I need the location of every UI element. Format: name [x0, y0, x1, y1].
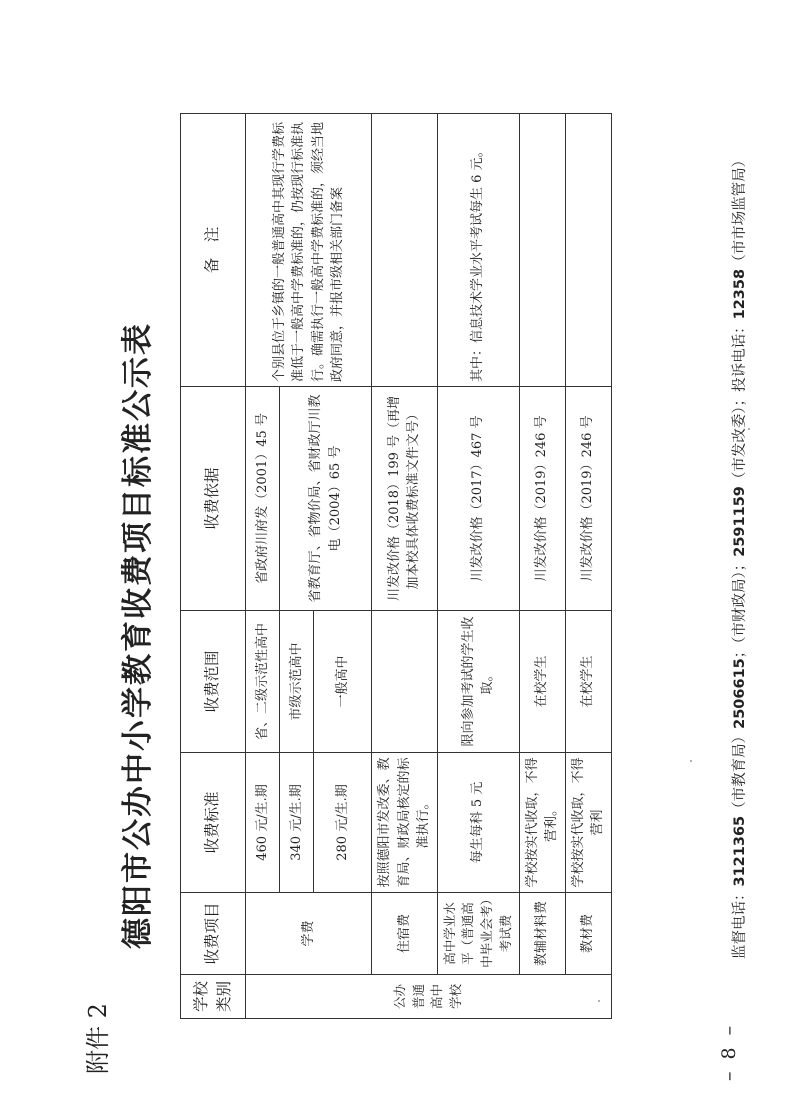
- table-row: [246, 114, 280, 1019]
- scan-speck: [690, 760, 692, 762]
- table-header-row: [181, 114, 246, 1019]
- header-scope: 收费范围: [181, 611, 246, 753]
- header-item: 收费项目: [181, 893, 246, 975]
- tuition-scope-1: 省、二级示范性高中: [246, 611, 280, 753]
- attachment-label: 附件 2: [84, 1003, 112, 1074]
- school-type-cell: 公办普通高中学校: [246, 975, 612, 1019]
- textbook-item: 教材费: [565, 893, 611, 975]
- supplementary-item: 教辅材料费: [519, 893, 565, 975]
- tuition-scope-2: 市级示范高中: [280, 611, 314, 753]
- supplementary-remark: [519, 114, 565, 387]
- scan-speck: [748, 428, 750, 430]
- supervision-phone-line: [728, 153, 749, 959]
- footer-label: 监督电话：: [732, 886, 748, 959]
- textbook-remark: [565, 114, 611, 387]
- tuition-basis-2: 省教育厅、省物价局、省财政厅川教电（2004）65 号: [280, 387, 372, 611]
- phone-complaint: 12358: [732, 268, 748, 320]
- table-row: [437, 114, 519, 1019]
- footer-dept-2: ；（市财政局）；: [732, 556, 748, 659]
- exam-item: 高中学业水平（普通高中毕业会考）考试费: [437, 893, 519, 975]
- phone-finance: 2506615: [732, 658, 748, 729]
- exam-remark: 其中：信息技术学业水平考试每生 6 元。: [437, 114, 519, 387]
- phone-education: 3121365: [732, 815, 748, 887]
- table-row: [372, 114, 438, 1019]
- phone-ndrc: 2591159: [732, 486, 748, 557]
- tuition-standard-1: 460 元/生.期: [246, 753, 280, 893]
- tuition-standard-3: 280 元/生.期: [314, 753, 372, 893]
- tuition-item-cell: 学费: [246, 893, 372, 975]
- document-title: 德阳市公办中小学教育收费项目标准公示表: [120, 322, 156, 949]
- header-basis: 收费依据: [181, 387, 246, 611]
- table-row: [519, 114, 565, 1019]
- tuition-remark: 个别县位于乡镇的一般普通高中其现行学费标准低于一般高中学费标准的，仍按现行标准执行。确需执行一般高中学费标准的，须经当地政府同意，并报市级相关部门备案: [246, 114, 372, 387]
- lodging-scope: [372, 611, 438, 753]
- textbook-scope: 在校学生: [565, 611, 611, 753]
- footer-dept-1: （市教育局）: [732, 728, 748, 816]
- footer-dept-4: （市市场监管局）: [732, 152, 748, 269]
- lodging-standard: 按照德阳市发改委、教育局、财政局核定的标准执行。: [372, 753, 438, 893]
- table-row: [565, 114, 611, 1019]
- exam-standard: 每生每科 5 元: [437, 753, 519, 893]
- header-standard: 收费标准: [181, 753, 246, 893]
- exam-basis: 川发改价格（2017）467 号: [437, 387, 519, 611]
- fee-table: [180, 113, 612, 1019]
- lodging-basis: 川发改价格（2018）199 号（再增加本校具体收费标准文件文号）: [372, 387, 438, 611]
- supplementary-basis: 川发改价格（2019）246 号: [519, 387, 565, 611]
- header-remark: 备 注: [181, 114, 246, 387]
- supplementary-scope: 在校学生: [519, 611, 565, 753]
- tuition-standard-2: 340 元/生.期: [280, 753, 314, 893]
- tuition-basis-1: 省政府川府发（2001）45 号: [246, 387, 280, 611]
- exam-scope: 限向参加考试的学生收取。: [437, 611, 519, 753]
- scan-speck: [598, 1000, 600, 1002]
- lodging-item: 住宿费: [372, 893, 438, 975]
- page-number: – 8 –: [718, 1022, 740, 1081]
- header-school-type: 学校类别: [181, 975, 246, 1019]
- textbook-basis: 川发改价格（2019）246 号: [565, 387, 611, 611]
- footer-dept-3: （市发改委）；投诉电话：: [732, 319, 748, 487]
- lodging-remark: [372, 114, 438, 387]
- textbook-standard: 学校按实代收取，不得营利: [565, 753, 611, 893]
- supplementary-standard: 学校按实代收取，不得营利。: [519, 753, 565, 893]
- tuition-scope-3: 一般高中: [314, 611, 372, 753]
